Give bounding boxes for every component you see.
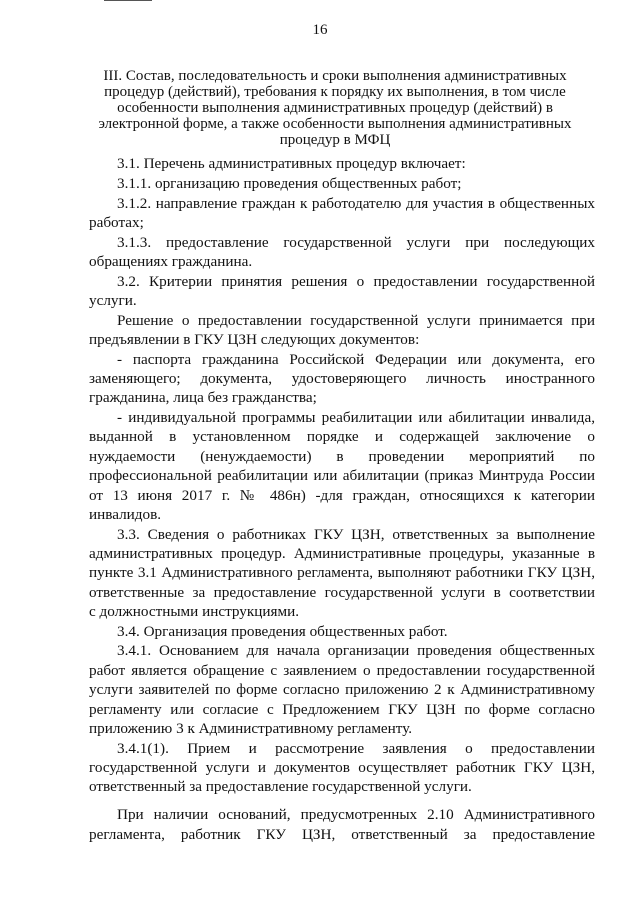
text-line: ответственные за предоставление государственной услуги в соответствии xyxy=(89,584,595,601)
text-line: государственной услуги и документов осуществляет работник ГКУ ЦЗН, xyxy=(89,759,595,776)
text-line: выданной в установленном порядке и содержащей заключение о xyxy=(89,428,595,445)
heading-line: электронной форме, а также особенности выполнения административных xyxy=(98,116,572,132)
text-line: 3.4. Организация проведения общественных работ. xyxy=(117,623,448,640)
text-line: - паспорта гражданина Российской Федерации или документа, его xyxy=(117,351,595,368)
text-line: пункте 3.1 Административного регламента, выполняют работники ГКУ ЦЗН, xyxy=(89,564,595,581)
text-line: работ является обращение с заявлением о предоставлении государственной xyxy=(89,662,595,679)
text-line: приложению 3 к Административному регламенту. xyxy=(89,720,413,737)
text-line: профессиональной реабилитации или абилитации (приказ Минтруда России xyxy=(89,467,595,484)
text-line: При наличии оснований, предусмотренных 2.10 Административного xyxy=(117,806,595,823)
text-line: ответственный за предоставление государственной услуги. xyxy=(89,778,472,795)
text-line: 3.1.2. направление граждан к работодателю для участия в общественных xyxy=(117,195,595,212)
page-number: 16 xyxy=(312,22,328,38)
text-line: 3.1.3. предоставление государственной услуги при последующих xyxy=(117,234,595,251)
text-line: 3.1. Перечень административных процедур включает: xyxy=(117,155,466,172)
text-line: регламенту или согласие с Предложением ГКУ ЦЗН по форме согласно xyxy=(89,701,595,718)
text-line: 3.3. Сведения о работниках ГКУ ЦЗН, ответственных за выполнение xyxy=(117,526,595,543)
text-line: регламента, работник ГКУ ЦЗН, ответственный за предоставление xyxy=(89,826,595,843)
text-line: 3.2. Критерии принятия решения о предоставлении государственной xyxy=(117,273,595,290)
text-line: административных процедур. Административные процедуры, указанные в xyxy=(89,545,595,562)
text-line: предъявлении в ГКУ ЦЗН следующих документов: xyxy=(89,331,420,348)
text-line: услуги заявителей по форме согласно приложению 2 к Административному xyxy=(89,681,595,698)
heading-line: процедур (действий), требования к порядку их выполнения, в том числе xyxy=(104,84,566,100)
heading-line: III. Состав, последовательность и сроки выполнения административных xyxy=(103,68,567,84)
text-line: 3.1.1. организацию проведения общественных работ; xyxy=(117,175,462,192)
text-line: от 13 июня 2017 г. № 486н) -для граждан, относящихся к категории xyxy=(89,487,595,504)
text-line: работах; xyxy=(89,214,144,231)
text-line: услуги. xyxy=(89,292,137,309)
heading-line: процедур в МФЦ xyxy=(279,132,391,148)
text-line: - индивидуальной программы реабилитации или абилитации инвалида, xyxy=(117,409,595,426)
text-line: 3.4.1(1). Прием и рассмотрение заявления о предоставлении xyxy=(117,740,595,757)
heading-line: особенности выполнения административных процедур (действий) в xyxy=(117,100,553,116)
text-line: инвалидов. xyxy=(89,506,162,523)
text-line: заменяющего; документа, удостоверяющего личность иностранного xyxy=(89,370,595,387)
text-line: с должностными инструкциями. xyxy=(89,603,300,620)
text-line: гражданина, лица без гражданства; xyxy=(89,389,317,406)
text-line: Решение о предоставлении государственной услуги принимается при xyxy=(117,312,595,329)
text-line: нуждаемости (ненуждаемости) в проведении мероприятий по xyxy=(89,448,595,465)
text-line: 3.4.1. Основанием для начала организации проведения общественных xyxy=(117,642,595,659)
text-line: обращениях гражданина. xyxy=(89,253,253,270)
